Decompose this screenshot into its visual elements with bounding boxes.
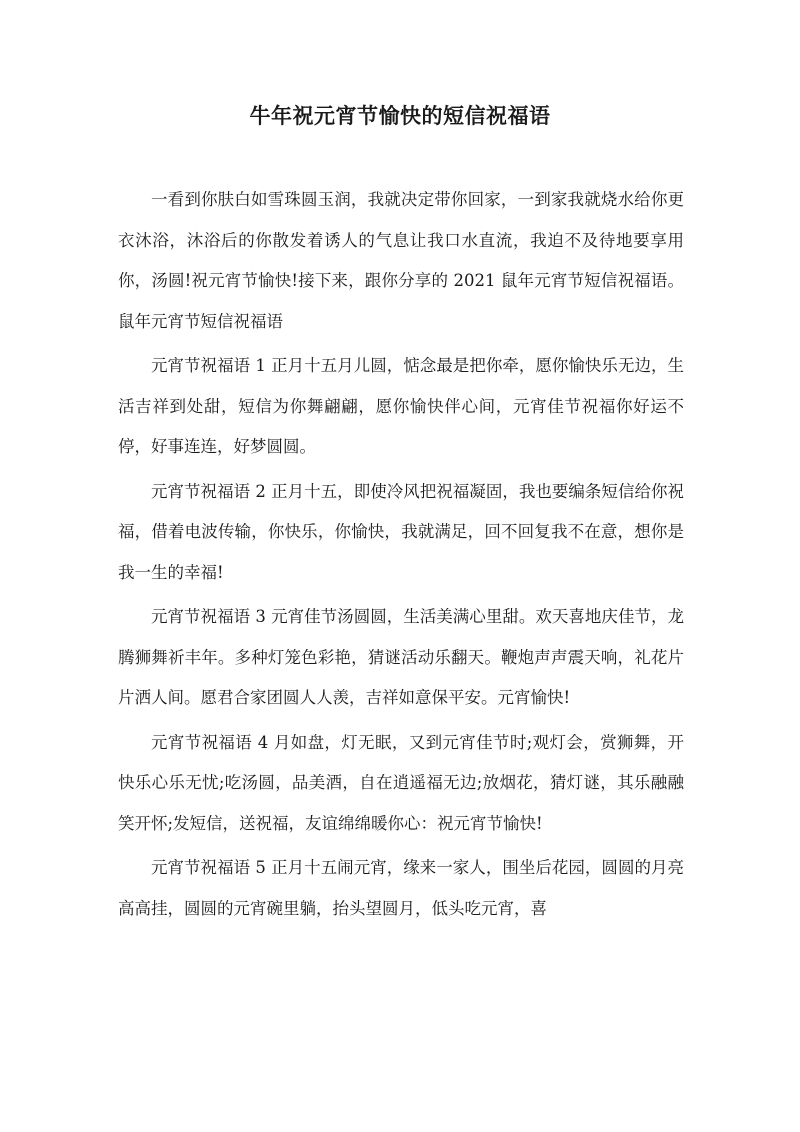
paragraph-greeting-3: 元宵节祝福语 3 元宵佳节汤圆圆，生活美满心里甜。欢天喜地庆佳节，龙腾狮舞祈丰年。多种灯笼色彩艳，猜谜活动乐翻天。鞭炮声声震天响，礼花片片洒人间。愿君合家团圆人人羡，吉祥如意保平安。元宵愉快! [118, 607, 684, 707]
paragraph-greeting-5: 元宵节祝福语 5 正月十五闹元宵，缘来一家人，围坐后花园，圆圆的月亮高高挂，圆圆的元宵碗里躺，抬头望圆月，低头吃元宵，喜 [118, 858, 684, 918]
paragraph-intro: 一看到你肤白如雪珠圆玉润，我就决定带你回家，一到家我就烧水给你更衣沐浴，沐浴后的你散发着诱人的气息让我口水直流，我迫不及待地要享用你，汤圆!祝元宵节愉快!接下来，跟你分享的 2021 鼠年元宵节短信祝福语。鼠年元宵节短信祝福语 [118, 190, 684, 331]
paragraph-greeting-1: 元宵节祝福语 1 正月十五月儿圆，惦念最是把你牵，愿你愉快乐无边，生活吉祥到处甜，短信为你舞翩翩，愿你愉快伴心间，元宵佳节祝福你好运不停，好事连连，好梦圆圆。 [118, 356, 684, 456]
paragraph-greeting-2: 元宵节祝福语 2 正月十五，即使冷风把祝福凝固，我也要编条短信给你祝福，借着电波传输，你快乐，你愉快，我就满足，回不回复我不在意，想你是我一生的幸福! [118, 481, 684, 582]
document-body [118, 180, 684, 933]
paragraph-greeting-4: 元宵节祝福语 4 月如盘，灯无眠，又到元宵佳节时;观灯会，赏狮舞，开快乐心乐无忧;吃汤圆，品美酒，自在逍遥福无边;放烟花，猜灯谜，其乐融融笑开怀;发短信，送祝福，友谊绵绵暖你心：祝元宵节愉快! [118, 732, 684, 833]
page-title: 牛年祝元宵节愉快的短信祝福语 [249, 103, 551, 128]
